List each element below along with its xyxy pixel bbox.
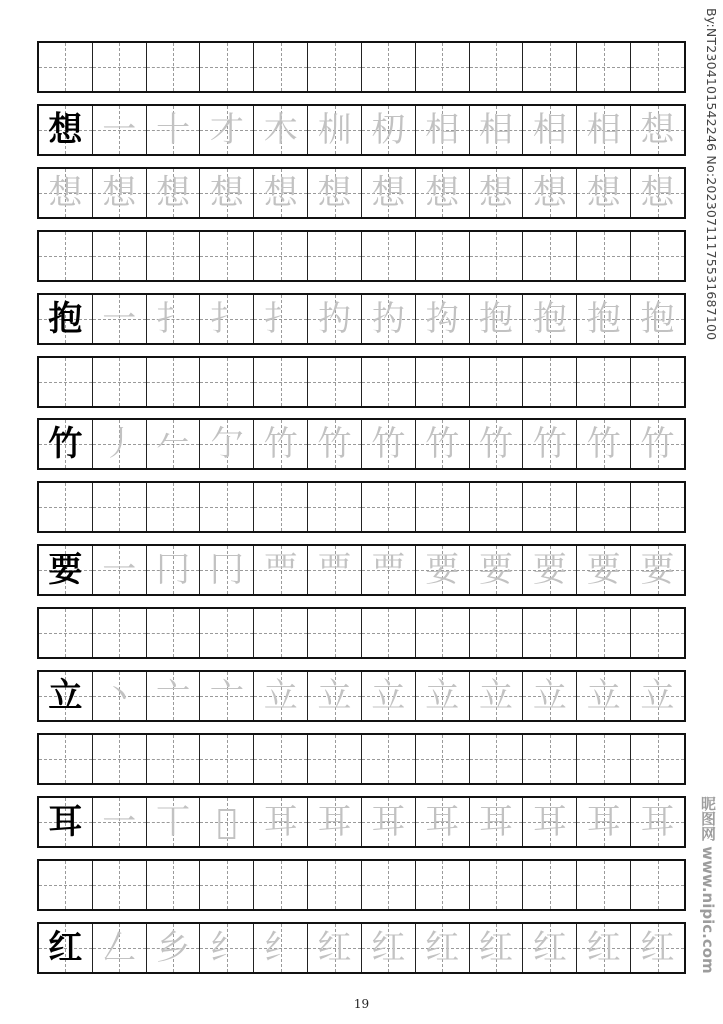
stroke-order-character: 立 [532,676,567,716]
grid-cell [631,295,684,343]
grid-cell [631,798,684,846]
grid-cell [308,924,362,972]
grid-cell [470,924,524,972]
stroke-order-character: 耳 [317,801,352,842]
stroke-order-character: 红 [640,927,675,968]
watermark-site-text: 昵图网 www.nipic.com [699,796,717,974]
stroke-order-character: 朷 [371,109,406,150]
grid-cell [577,169,631,217]
stroke-order-character: 耳 [479,801,514,842]
grid-cell [523,609,577,657]
trace-character: 想 [263,172,298,213]
grid-cell [523,295,577,343]
grid-cell [308,295,362,343]
grid-cell [416,483,470,531]
stroke-order-character: 冂 [209,550,244,591]
grid-cell [416,43,470,91]
grid-cell [470,672,524,720]
grid-cell [631,924,684,972]
worksheet-row-trace [37,167,686,219]
stroke-order-character: 扚 [317,298,352,339]
grid-cell [308,798,362,846]
grid-cell [39,609,93,657]
model-character: 立 [48,676,83,716]
grid-cell [631,672,684,720]
stroke-order-character: 耳 [371,801,406,842]
grid-cell [308,483,362,531]
grid-cell [254,735,308,783]
stroke-order-character: 抱 [479,298,514,339]
grid-cell [200,546,254,594]
grid-cell [147,735,201,783]
worksheet-row-blank [37,41,686,93]
stroke-order-character: 立 [640,676,675,716]
worksheet-row-blank [37,230,686,282]
stroke-order-character: 相 [425,109,460,150]
grid-cell [93,924,147,972]
grid-cell [39,358,93,406]
grid-cell [470,358,524,406]
grid-cell [523,106,577,154]
grid-cell [416,861,470,909]
grid-cell [93,358,147,406]
grid-cell [308,169,362,217]
worksheet-row-practice [37,670,686,722]
grid-cell [362,735,416,783]
grid-cell [308,609,362,657]
grid-cell [147,43,201,91]
grid-cell [416,232,470,280]
stroke-order-character: 立 [317,676,352,716]
grid-cell [362,483,416,531]
stroke-order-character: 乡 [156,927,191,968]
stroke-order-character: 纟 [209,927,244,968]
stroke-order-character: 一 [102,550,137,591]
stroke-order-character: 抅 [425,298,460,339]
stroke-order-character: 竹 [263,424,298,465]
trace-character: 想 [156,172,191,213]
grid-cell [93,169,147,217]
stroke-order-character: 要 [479,550,514,591]
grid-cell [631,420,684,468]
stroke-order-character: 相 [532,109,567,150]
grid-cell [200,420,254,468]
stroke-order-character: 相 [586,109,621,150]
stroke-order-character: 要 [586,550,621,591]
grid-cell [39,924,93,972]
grid-cell [416,546,470,594]
grid-cell [254,358,308,406]
trace-character: 想 [102,172,137,213]
grid-cell [200,924,254,972]
stroke-order-character: 立 [371,676,406,716]
stroke-order-character: 𠄐 [216,801,238,842]
trace-character: 想 [586,172,621,213]
grid-cell [254,609,308,657]
stroke-order-character: 要 [532,550,567,591]
grid-cell [631,735,684,783]
grid-cell [93,861,147,909]
grid-cell [631,169,684,217]
worksheet-row-blank [37,356,686,408]
grid-cell [39,735,93,783]
grid-cell [470,232,524,280]
grid-cell [523,358,577,406]
grid-cell [254,420,308,468]
grid-cell [362,609,416,657]
grid-cell [577,924,631,972]
grid-cell [93,420,147,468]
stroke-order-character: 耳 [640,801,675,842]
grid-cell [470,106,524,154]
worksheet-row-practice [37,544,686,596]
worksheet-row-practice [37,293,686,345]
grid-cell [362,358,416,406]
grid-cell [416,106,470,154]
stroke-order-character: 竹 [425,424,460,465]
grid-cell [200,232,254,280]
grid-cell [254,43,308,91]
stroke-order-character: 相 [479,109,514,150]
grid-cell [93,546,147,594]
trace-character: 想 [640,172,675,213]
worksheet-row-practice [37,104,686,156]
stroke-order-character: 丅 [156,801,191,842]
stroke-order-character: 竹 [532,424,567,465]
grid-cell [147,798,201,846]
stroke-order-character: 𠃋 [102,927,137,968]
grid-cell [254,483,308,531]
grid-cell [416,358,470,406]
stroke-order-character: 竹 [640,424,675,465]
model-character: 红 [48,927,83,968]
grid-cell [523,861,577,909]
stroke-order-character: 一 [102,801,137,842]
grid-cell [147,924,201,972]
model-character: 想 [48,109,83,150]
stroke-order-character: 耳 [263,801,298,842]
grid-cell [93,295,147,343]
grid-cell [577,106,631,154]
worksheet-row-practice [37,922,686,974]
grid-cell [631,861,684,909]
worksheet-row-blank [37,733,686,785]
grid-cell [254,546,308,594]
grid-cell [147,483,201,531]
grid-cell [93,735,147,783]
worksheet-row-blank [37,607,686,659]
grid-cell [200,483,254,531]
grid-cell [254,232,308,280]
grid-cell [93,672,147,720]
grid-cell [147,358,201,406]
stroke-order-character: 竹 [479,424,514,465]
grid-cell [147,106,201,154]
worksheet-row-blank [37,859,686,911]
grid-cell [200,106,254,154]
stroke-order-character: 抱 [532,298,567,339]
stroke-order-character: 覀 [371,550,406,591]
stroke-order-character: 一 [102,298,137,339]
grid-cell [39,420,93,468]
grid-cell [470,295,524,343]
grid-cell [200,609,254,657]
grid-cell [39,232,93,280]
grid-cell [254,798,308,846]
stroke-order-character: 红 [371,927,406,968]
grid-cell [362,420,416,468]
grid-cell [523,546,577,594]
grid-cell [147,672,201,720]
stroke-order-character: 红 [532,927,567,968]
grid-cell [308,735,362,783]
grid-cell [631,483,684,531]
grid-cell [416,798,470,846]
stroke-order-character: 丿 [102,424,137,465]
grid-cell [577,798,631,846]
grid-cell [254,861,308,909]
grid-cell [93,232,147,280]
trace-character: 想 [209,172,244,213]
grid-cell [200,43,254,91]
grid-cell [362,295,416,343]
trace-character: 想 [479,172,514,213]
grid-cell [362,861,416,909]
grid-cell [470,861,524,909]
grid-cell [416,169,470,217]
grid-cell [631,106,684,154]
grid-cell [416,924,470,972]
grid-cell [631,546,684,594]
stroke-order-character: 亠 [156,676,191,716]
stroke-order-character: 红 [425,927,460,968]
worksheet-row-practice [37,418,686,470]
grid-cell [362,169,416,217]
grid-cell [308,672,362,720]
model-character: 要 [48,550,83,591]
stroke-order-character: 红 [317,927,352,968]
grid-cell [200,735,254,783]
stroke-order-character: 纟 [263,927,298,968]
grid-cell [631,609,684,657]
stroke-order-character: 抱 [586,298,621,339]
grid-cell [577,483,631,531]
grid-cell [147,232,201,280]
grid-cell [200,672,254,720]
stroke-order-character: 杊 [317,109,352,150]
grid-cell [523,483,577,531]
grid-cell [39,861,93,909]
stroke-order-character: 亇 [209,424,244,465]
grid-cell [93,609,147,657]
grid-cell [93,483,147,531]
grid-cell [308,358,362,406]
grid-cell [577,358,631,406]
grid-cell [416,735,470,783]
grid-cell [254,106,308,154]
stroke-order-character: 竹 [371,424,406,465]
grid-cell [470,483,524,531]
stroke-order-character: 红 [479,927,514,968]
trace-character: 想 [425,172,460,213]
stroke-order-character: 耳 [425,801,460,842]
watermark-id-text: By:NT2304101542246 No:20230711175531687100 [704,8,719,341]
grid-cell [577,672,631,720]
grid-cell [362,546,416,594]
stroke-order-character: 耳 [532,801,567,842]
stroke-order-character: 立 [586,676,621,716]
grid-cell [200,798,254,846]
stroke-order-character: 扌 [156,298,191,339]
grid-cell [362,232,416,280]
grid-cell [254,295,308,343]
stroke-order-character: 亠 [209,676,244,716]
stroke-order-character: 木 [263,109,298,150]
grid-cell [147,609,201,657]
stroke-order-character: 丶 [102,676,137,716]
grid-cell [523,798,577,846]
grid-cell [523,420,577,468]
grid-cell [470,798,524,846]
grid-cell [254,169,308,217]
trace-character: 想 [371,172,406,213]
grid-cell [308,106,362,154]
grid-cell [200,295,254,343]
trace-character: 想 [317,172,352,213]
grid-cell [39,672,93,720]
stroke-order-character: 冂 [156,550,191,591]
grid-cell [523,43,577,91]
grid-cell [631,232,684,280]
grid-cell [362,672,416,720]
grid-cell [577,420,631,468]
grid-cell [308,861,362,909]
grid-cell [470,609,524,657]
model-character: 竹 [48,424,83,465]
grid-cell [308,232,362,280]
stroke-order-character: 竹 [317,424,352,465]
grid-cell [523,735,577,783]
stroke-order-character: 要 [425,550,460,591]
grid-cell [254,672,308,720]
stroke-order-character: 要 [640,550,675,591]
grid-cell [147,861,201,909]
grid-cell [470,169,524,217]
grid-cell [577,861,631,909]
stroke-order-character: 抱 [640,298,675,339]
grid-cell [308,43,362,91]
stroke-order-character: 想 [640,109,675,150]
stroke-order-character: 立 [425,676,460,716]
stroke-order-character: 立 [479,676,514,716]
grid-cell [93,106,147,154]
model-character: 抱 [48,298,83,339]
grid-cell [577,546,631,594]
grid-cell [200,358,254,406]
grid-cell [416,672,470,720]
worksheet-row-blank [37,481,686,533]
grid-cell [416,295,470,343]
grid-cell [631,358,684,406]
grid-cell [147,169,201,217]
stroke-order-character: 红 [586,927,621,968]
grid-cell [523,232,577,280]
stroke-order-character: 十 [156,109,191,150]
grid-cell [200,169,254,217]
stroke-order-character: 覀 [263,550,298,591]
grid-cell [39,546,93,594]
grid-cell [39,169,93,217]
grid-cell [362,43,416,91]
grid-cell [470,43,524,91]
grid-cell [93,798,147,846]
grid-cell [147,295,201,343]
stroke-order-character: 扚 [371,298,406,339]
grid-cell [577,43,631,91]
grid-cell [523,169,577,217]
grid-cell [523,924,577,972]
grid-cell [577,295,631,343]
grid-cell [631,43,684,91]
stroke-order-character: 一 [102,109,137,150]
stroke-order-character: 扌 [263,298,298,339]
grid-cell [39,43,93,91]
grid-cell [147,420,201,468]
grid-cell [470,735,524,783]
grid-cell [39,295,93,343]
grid-cell [362,106,416,154]
grid-cell [577,735,631,783]
grid-cell [254,924,308,972]
trace-character: 想 [532,172,567,213]
grid-cell [362,798,416,846]
grid-cell [362,924,416,972]
grid-cell [470,546,524,594]
grid-cell [577,232,631,280]
stroke-order-character: 扌 [209,298,244,339]
grid-cell [308,546,362,594]
grid-cell [523,672,577,720]
stroke-order-character: 竹 [586,424,621,465]
stroke-order-character: 才 [209,109,244,150]
grid-cell [308,420,362,468]
grid-cell [416,420,470,468]
stroke-order-character: 𠂉 [156,424,191,465]
stroke-order-character: 覀 [317,550,352,591]
model-character: 耳 [48,801,83,842]
page-number: 19 [353,997,370,1011]
grid-cell [39,106,93,154]
grid-cell [39,798,93,846]
grid-cell [470,420,524,468]
stroke-order-character: 耳 [586,801,621,842]
grid-cell [577,609,631,657]
grid-cell [416,609,470,657]
trace-character: 想 [48,172,83,213]
stroke-order-character: 立 [263,676,298,716]
grid-cell [39,483,93,531]
grid-cell [147,546,201,594]
grid-cell [200,861,254,909]
grid-cell [93,43,147,91]
worksheet-row-practice [37,796,686,848]
